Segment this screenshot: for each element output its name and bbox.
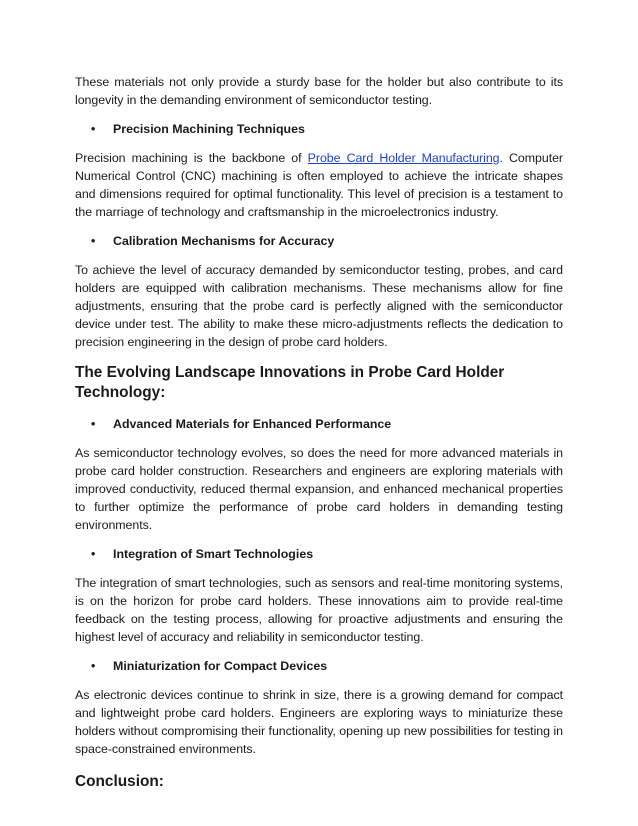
bullet-label: Calibration Mechanisms for Accuracy <box>113 234 335 248</box>
precision-text-start: Precision machining is the backbone of <box>75 151 308 165</box>
bullet-dot-icon: • <box>91 122 96 136</box>
bullet-dot-icon: • <box>91 659 96 673</box>
miniaturization-paragraph: As electronic devices continue to shrink in size, there is a growing demand for compact and lightweight probe card holders. Engineers are exploring ways to miniaturize these holders without compromising their functionality, opening up new possibilities for testing in space-constrained environments. <box>75 688 563 756</box>
precision-paragraph <box>75 149 563 221</box>
probe-card-holder-manufacturing-link[interactable]: Probe Card Holder Manufacturing <box>307 151 500 165</box>
bullet-advanced-materials <box>75 415 563 433</box>
section-heading-conclusion: Conclusion: <box>75 773 164 790</box>
document-page <box>75 73 563 792</box>
calibration-paragraph: To achieve the level of accuracy demanded by semiconductor testing, probes, and card holders are equipped with calibration mechanisms. These mechanisms allow for fine adjustments, ensuring that the probe card is perfectly aligned with the semiconductor device under test. The ability to make these micro-adjustments reflects the dedication to precision engineering in the design of probe card holders. <box>75 263 563 349</box>
intro-paragraph: These materials not only provide a sturdy base for the holder but also contribute to its longevity in the demanding environment of semiconductor testing. <box>75 75 563 107</box>
bullet-dot-icon: • <box>91 547 96 561</box>
bullet-label: Integration of Smart Technologies <box>113 547 314 561</box>
precision-text-end: . Computer Numerical Control (CNC) machining is often employed to achieve the intricate shapes and dimensions required for optimal functionality. This level of precision is a testament to the marriage of technology and craftsmanship in the microelectronics industry. <box>75 151 564 219</box>
bullet-label: Advanced Materials for Enhanced Performance <box>113 417 392 431</box>
bullet-dot-icon: • <box>91 234 96 248</box>
bullet-calibration <box>75 232 563 250</box>
section-heading-landscape: The Evolving Landscape Innovations in Probe Card Holder Technology: <box>75 364 505 401</box>
bullet-miniaturization <box>75 657 563 675</box>
bullet-label: Precision Machining Techniques <box>113 122 305 136</box>
advanced-paragraph: As semiconductor technology evolves, so does the need for more advanced materials in probe card holder construction. Researchers and engineers are exploring materials with improved conductivity, reduced thermal expansion, and enhanced mechanical properties to further optimize the performance of probe card holders in demanding testing environments. <box>75 446 563 532</box>
bullet-label: Miniaturization for Compact Devices <box>113 659 328 673</box>
bullet-smart-technologies <box>75 545 563 563</box>
smart-paragraph: The integration of smart technologies, such as sensors and real-time monitoring systems, is on the horizon for probe card holders. These innovations aim to provide real-time feedback on the testing process, allowing for proactive adjustments and ensuring the highest level of accuracy and reliability in semiconductor testing. <box>75 576 563 644</box>
bullet-precision-machining <box>75 120 563 138</box>
bullet-dot-icon: • <box>91 417 96 431</box>
